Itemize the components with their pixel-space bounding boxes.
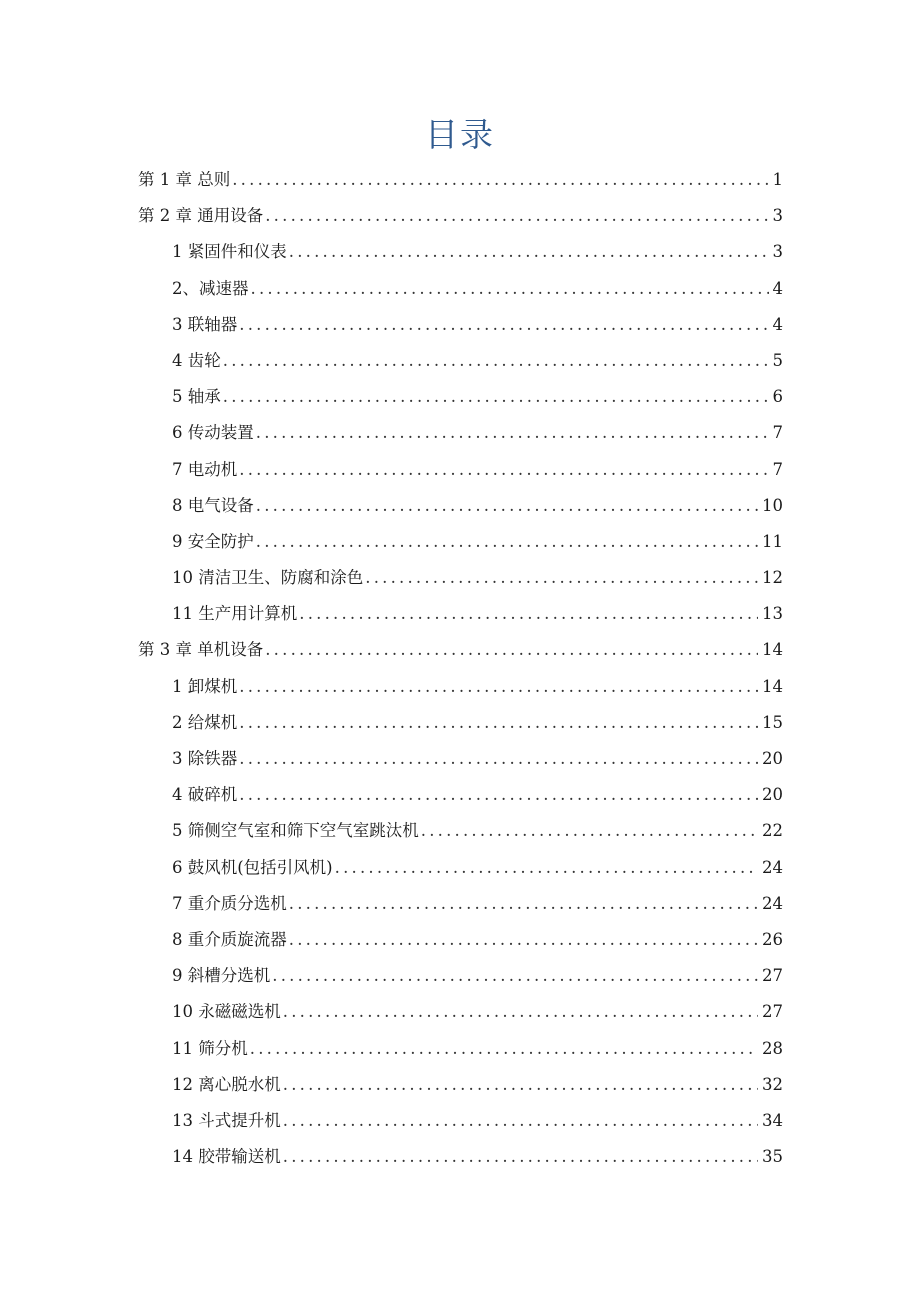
toc-page-number: 26 <box>762 929 783 949</box>
toc-entry-label: 6 鼓风机(包括引风机) <box>172 857 333 877</box>
toc-section-entry[interactable] <box>138 1031 783 1067</box>
toc-entry-label: 第 3 章 单机设备 <box>138 640 264 660</box>
toc-dot-leader <box>251 271 769 307</box>
toc-chapter-entry[interactable] <box>138 632 783 668</box>
toc-entry-label: 8 重介质旋流器 <box>172 929 287 949</box>
toc-page-number: 32 <box>762 1074 783 1094</box>
toc-page-number: 24 <box>762 893 783 913</box>
toc-section-entry[interactable] <box>138 415 783 451</box>
toc-entry-label: 5 筛侧空气室和筛下空气室跳汰机 <box>172 821 419 841</box>
toc-dot-leader <box>239 705 758 741</box>
toc-entry-label: 11 筛分机 <box>172 1038 248 1058</box>
toc-section-entry[interactable] <box>138 669 783 705</box>
toc-page-number: 14 <box>762 640 783 660</box>
toc-entry-label: 11 生产用计算机 <box>172 604 298 624</box>
toc-section-entry[interactable] <box>138 1103 783 1139</box>
toc-entry-label: 第 1 章 总则 <box>138 170 231 189</box>
toc-section-entry[interactable] <box>138 886 783 922</box>
toc-section-entry[interactable] <box>138 777 783 813</box>
toc-page-number: 27 <box>762 966 783 986</box>
toc-page-number: 3 <box>772 242 783 262</box>
toc-dot-leader <box>283 1103 758 1139</box>
toc-entry-label: 13 斗式提升机 <box>172 1110 281 1130</box>
toc-dot-leader <box>250 1031 758 1067</box>
toc-entry-label: 3 联轴器 <box>172 314 238 334</box>
toc-entry-label: 9 安全防护 <box>172 531 254 551</box>
toc-entry-label: 2、减速器 <box>172 278 249 298</box>
toc-page-number: 7 <box>772 423 783 443</box>
toc-entry-label: 4 破碎机 <box>172 785 238 805</box>
toc-dot-leader <box>239 307 768 343</box>
toc-page-number: 20 <box>762 749 783 768</box>
toc-dot-leader <box>239 777 758 813</box>
toc-dot-leader <box>289 886 758 922</box>
toc-page-number: 20 <box>762 785 783 805</box>
toc-section-entry[interactable] <box>138 850 783 886</box>
toc-page-number: 34 <box>762 1110 783 1130</box>
toc-section-entry[interactable] <box>138 705 783 741</box>
toc-page-number: 13 <box>762 604 783 624</box>
toc-entry-label: 7 电动机 <box>172 459 238 479</box>
toc-dot-leader <box>421 813 758 849</box>
toc-chapter-entry[interactable] <box>138 162 783 198</box>
toc-page-number: 35 <box>762 1147 783 1167</box>
toc-dot-leader <box>289 234 769 270</box>
toc-page-number: 6 <box>772 387 783 407</box>
toc-entry-label: 1 卸煤机 <box>172 676 238 696</box>
toc-page-number: 27 <box>762 1002 783 1022</box>
toc-section-entry[interactable] <box>138 1139 783 1175</box>
toc-section-entry[interactable] <box>138 813 783 849</box>
toc-section-entry[interactable] <box>138 488 783 524</box>
toc-dot-leader <box>289 922 758 958</box>
toc-dot-leader <box>256 488 758 524</box>
toc-section-entry[interactable] <box>138 452 783 488</box>
toc-page-number: 3 <box>772 206 783 226</box>
toc-page-number: 22 <box>762 821 783 841</box>
toc-page-number: 10 <box>762 495 783 515</box>
toc-page-number: 24 <box>762 857 783 877</box>
toc-entry-label: 14 胶带输送机 <box>172 1147 281 1167</box>
toc-entry-label: 5 轴承 <box>172 387 221 407</box>
toc-dot-leader <box>365 560 758 596</box>
toc-page-number: 5 <box>772 350 783 370</box>
toc-section-entry[interactable] <box>138 234 783 270</box>
toc-section-entry[interactable] <box>138 922 783 958</box>
toc-entry-label: 1 紧固件和仪表 <box>172 242 287 262</box>
toc-entry-label: 7 重介质分选机 <box>172 893 287 913</box>
toc-dot-leader <box>272 958 758 994</box>
toc-page-number: 11 <box>762 531 783 551</box>
toc-section-entry[interactable] <box>138 560 783 596</box>
toc-dot-leader <box>299 596 758 632</box>
toc-entry-label: 12 离心脱水机 <box>172 1074 281 1094</box>
toc-section-entry[interactable] <box>138 994 783 1030</box>
toc-section-entry[interactable] <box>138 596 783 632</box>
toc-entry-label: 10 清洁卫生、防腐和涂色 <box>172 568 364 588</box>
toc-section-entry[interactable] <box>138 271 783 307</box>
toc-page-number: 28 <box>762 1038 783 1058</box>
toc-dot-leader <box>223 379 769 415</box>
toc-entry-label: 10 永磁磁选机 <box>172 1002 281 1022</box>
toc-entry-label: 9 斜槽分选机 <box>172 966 271 986</box>
toc-section-entry[interactable] <box>138 343 783 379</box>
toc-entry-label: 8 电气设备 <box>172 495 254 515</box>
toc-entry-label: 第 2 章 通用设备 <box>138 206 264 226</box>
toc-dot-leader <box>283 1067 758 1103</box>
toc-page-number: 1 <box>772 170 783 189</box>
toc-dot-leader <box>232 162 768 198</box>
toc-page-number: 15 <box>762 712 783 732</box>
toc-dot-leader <box>283 1139 758 1175</box>
toc-dot-leader <box>223 343 769 379</box>
toc-dot-leader <box>265 632 758 668</box>
toc-page-number: 4 <box>772 314 783 334</box>
toc-entry-label: 4 齿轮 <box>172 350 221 370</box>
toc-page-number: 7 <box>772 459 783 479</box>
toc-entry-label: 6 传动装置 <box>172 423 254 443</box>
toc-section-entry[interactable] <box>138 741 783 777</box>
toc-section-entry[interactable] <box>138 379 783 415</box>
toc-title: 目录 <box>425 115 495 154</box>
toc-section-entry[interactable] <box>138 307 783 343</box>
toc-page-number: 14 <box>762 676 783 696</box>
toc-dot-leader <box>283 994 758 1030</box>
toc-dot-leader <box>256 415 769 451</box>
toc-dot-leader <box>239 669 758 705</box>
toc-section-entry[interactable] <box>138 1067 783 1103</box>
toc-dot-leader <box>239 741 758 777</box>
toc-page-number: 12 <box>762 568 783 588</box>
toc-entry-label: 2 给煤机 <box>172 712 238 732</box>
toc-dot-leader <box>256 524 758 560</box>
toc-dot-leader <box>335 850 758 886</box>
toc-dot-leader <box>265 198 768 234</box>
toc-list <box>138 162 783 1175</box>
toc-section-entry[interactable] <box>138 958 783 994</box>
toc-dot-leader <box>239 452 768 488</box>
toc-chapter-entry[interactable] <box>138 198 783 234</box>
toc-page-number: 4 <box>772 278 783 298</box>
toc-entry-label: 3 除铁器 <box>172 749 238 768</box>
toc-section-entry[interactable] <box>138 524 783 560</box>
